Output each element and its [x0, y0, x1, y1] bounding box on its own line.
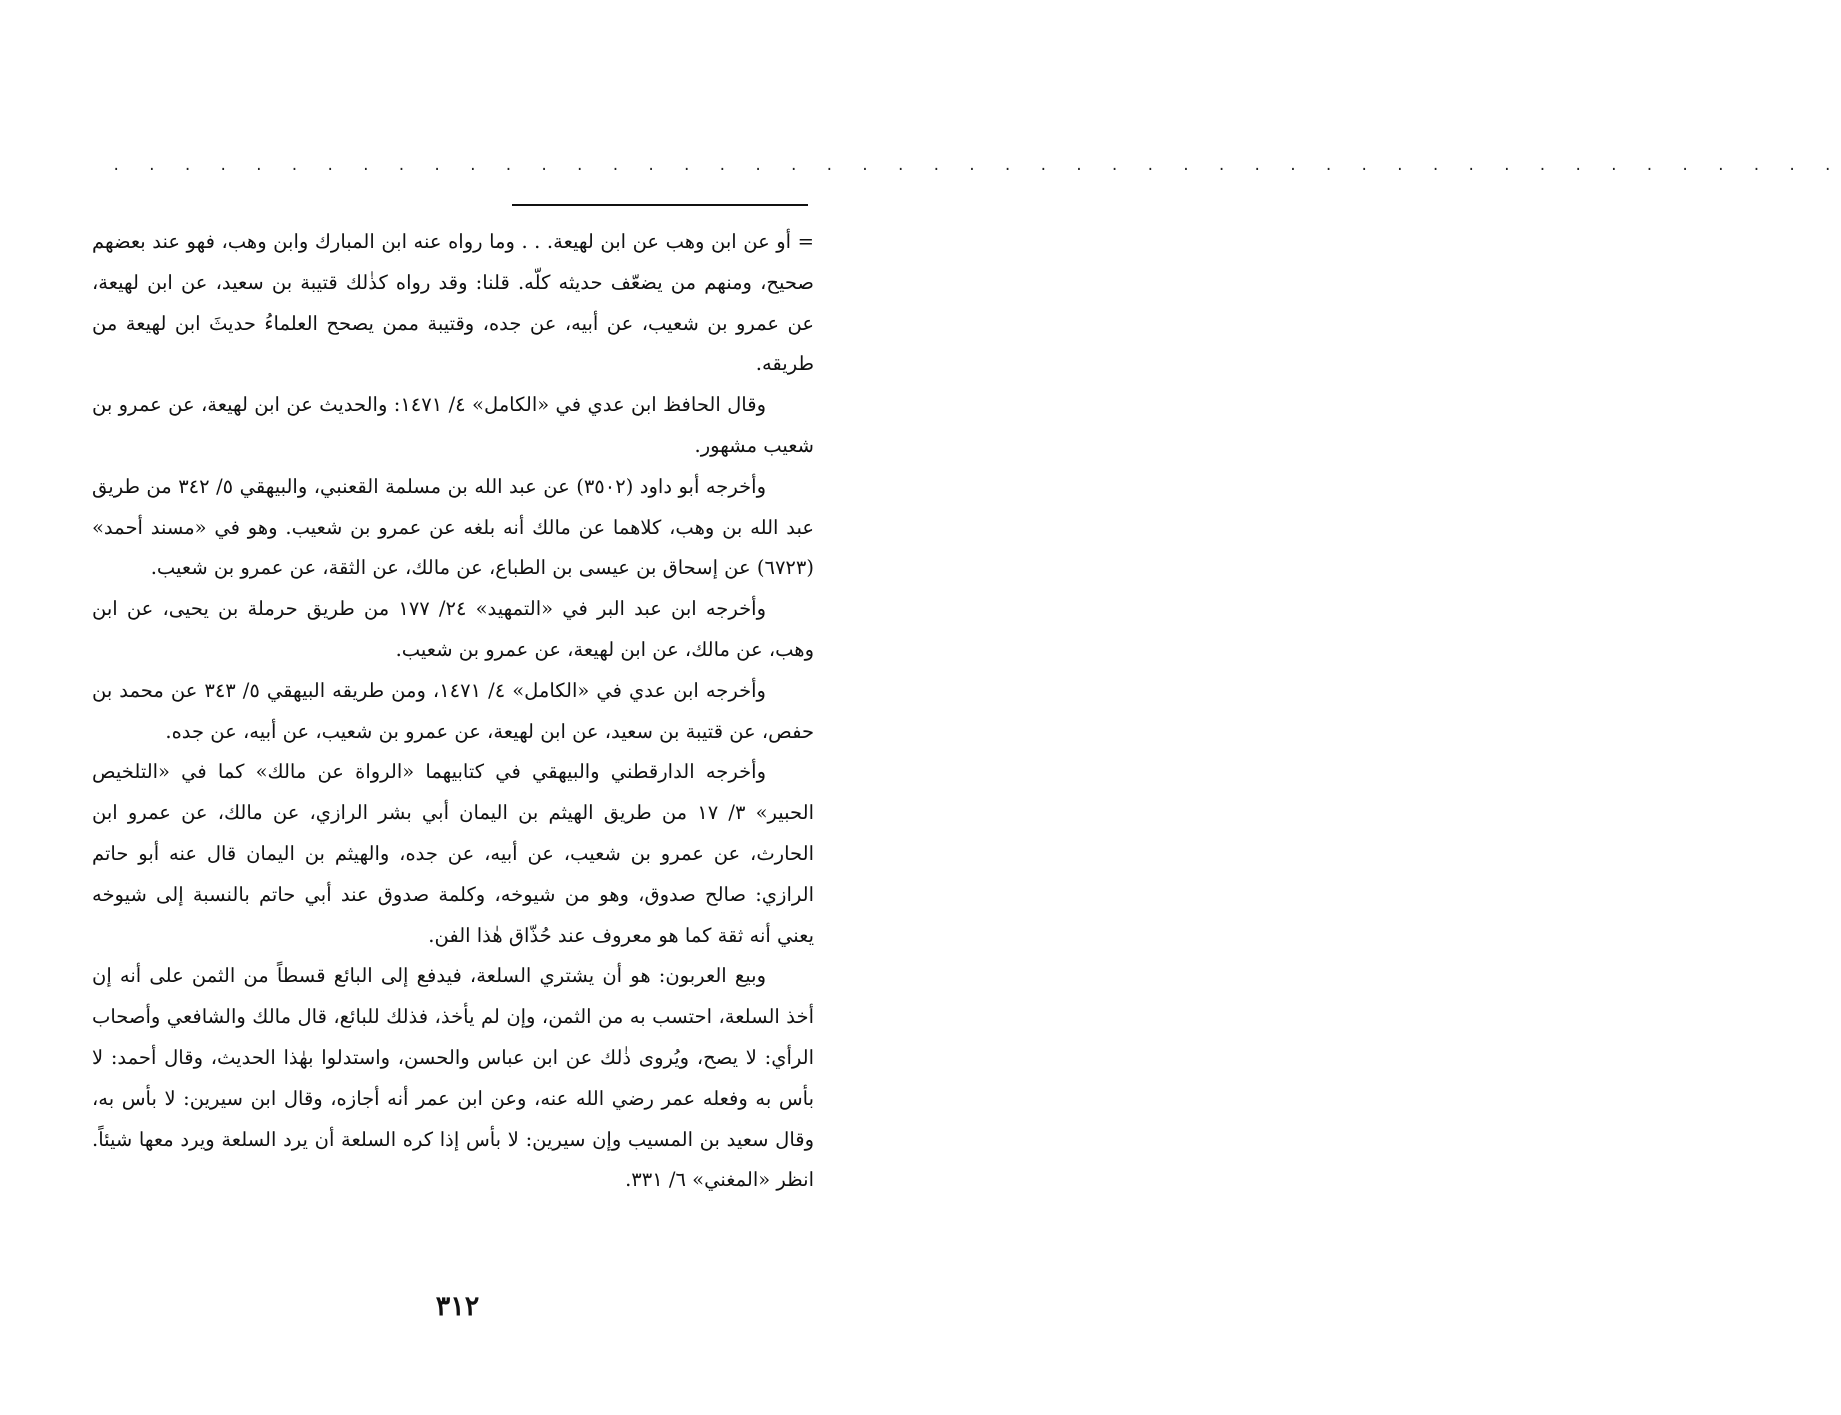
- footnote-paragraph-continuation: = أو عن ابن وهب عن ابن لهيعة. . . وما رواه عنه ابن المبارك وابن وهب، فهو عند بعضهم صحيح، ومنهم من يضعّف حديثه كلّه. قلنا: وقد رواه كذٰلك قتيبة بن سعيد، عن ابن لهيعة، عن عمرو بن شعيب، عن أبيه، عن جده، وقتيبة ممن يصحح العلماءُ حديثَ ابن لهيعة من طريقه.: [92, 230, 814, 376]
- page-number: ٣١٢: [435, 1291, 480, 1322]
- footnotes-section: [92, 222, 814, 1201]
- footnote-paragraph-ibn-adi: وقال الحافظ ابن عدي في «الكامل» ٤/ ١٤٧١: والحديث عن ابن لهيعة، عن عمرو بن شعيب مشهور.: [92, 393, 814, 457]
- footnote-paragraph-abu-dawud: وأخرجه أبو داود (٣٥٠٢) عن عبد الله بن مسلمة القعنبي، والبيهقي ٥/ ٣٤٢ من طريق عبد الله بن وهب، كلاهما عن مالك أنه بلغه عن عمرو بن شعيب. وهو في «مسند أحمد» (٦٧٢٣) عن إسحاق بن عيسى بن الطباع، عن مالك، عن الثقة، عن عمرو بن شعيب.: [92, 474, 814, 580]
- footnote-paragraph-ibn-abd-al-barr: وأخرجه ابن عبد البر في «التمهيد» ٢٤/ ١٧٧ من طريق حرملة بن يحيى، عن ابن وهب، عن مالك، عن ابن لهيعة، عن عمرو بن شعيب.: [92, 597, 814, 661]
- footnote-paragraph-al-kamil: وأخرجه ابن عدي في «الكامل» ٤/ ١٤٧١، ومن طريقه البيهقي ٥/ ٣٤٣ عن محمد بن حفص، عن قتيبة بن سعيد، عن ابن لهيعة، عن عمرو بن شعيب، عن أبيه، عن جده.: [92, 678, 814, 743]
- separator-dots: . . . . . . . . . . . . . . . . . . . . . . . . . . . . . . . . . . . . . . . . . . . . . . . . .: [112, 158, 1841, 174]
- footnote-paragraph-bay-al-urbun: وبيع العربون: هو أن يشتري السلعة، فيدفع إلى البائع قسطاً من الثمن على أنه إن أخذ السلعة، احتسب به من الثمن، وإن لم يأخذ، فذلك للبائع، قال مالك والشافعي وأصحاب الرأي: لا يصح، ويُروى ذٰلك عن ابن عباس والحسن، واستدلوا بهٰذا الحديث، وقال أحمد: لا بأس به وفعله عمر رضي الله عنه، وعن ابن عمر أنه أجازه، وقال ابن سيرين: لا بأس به، وقال سعيد بن المسيب وإن سيرين: لا بأس إذا كره السلعة أن يرد السلعة ويرد معها شيئاً. انظر «المغني» ٦/ ٣٣١.: [92, 964, 814, 1192]
- footnote-paragraph-daraqutni: وأخرجه الدارقطني والبيهقي في كتابيهما «الرواة عن مالك» كما في «التلخيص الحبير» ٣/ ١٧ من طريق الهيثم بن اليمان أبي بشر الرازي، عن مالك، عن عمرو ابن الحارث، عن عمرو بن شعيب، عن أبيه، عن جده، والهيثم بن اليمان قال عنه أبو حاتم الرازي: صالح صدوق، وهو من شيوخه، وكلمة صدوق عند أبي حاتم بالنسبة إلى شيوخه يعني أنه ثقة كما هو معروف عند حُذّاق هٰذا الفن.: [92, 760, 814, 947]
- footnote-rule: [512, 204, 808, 206]
